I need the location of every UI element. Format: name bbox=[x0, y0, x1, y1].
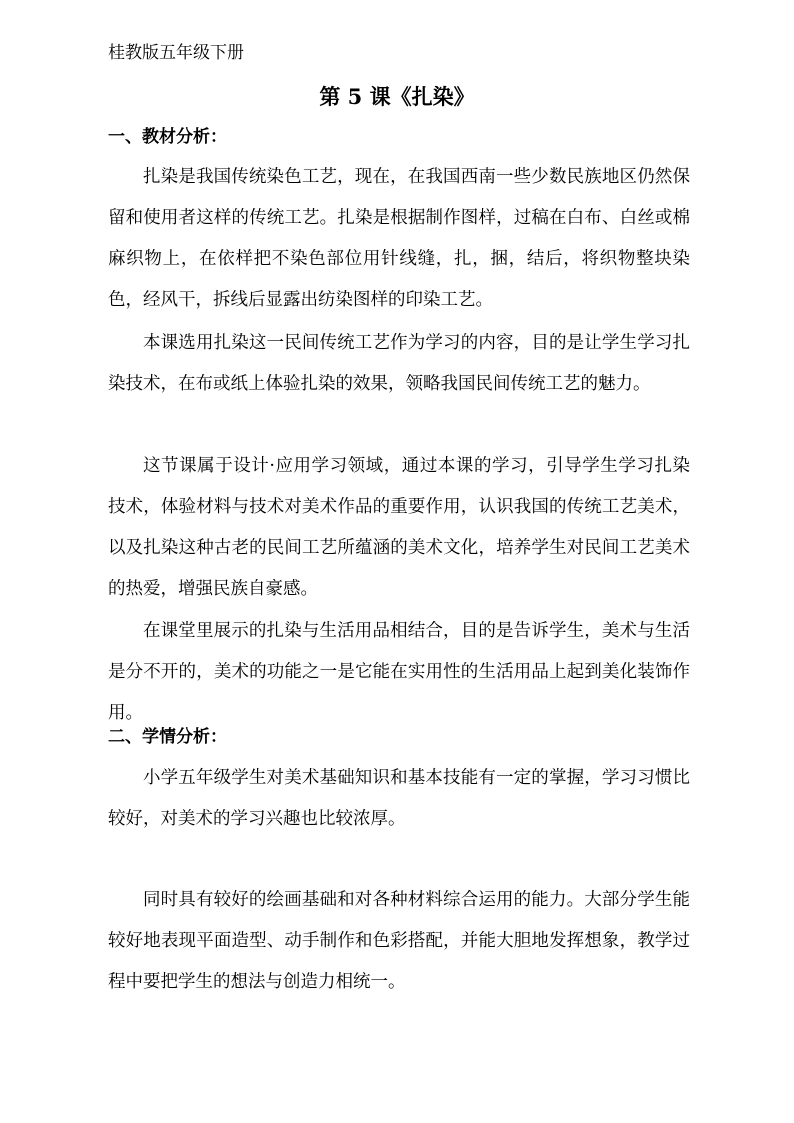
lesson-title: 第 5 课《扎染》 bbox=[319, 84, 475, 109]
paragraph: 扎染是我国传统染色工艺，现在，在我国西南一些少数民族地区仍然保留和使用者这样的传统工艺。扎染是根据制作图样，过稿在白布、白丝或棉麻织物上，在依样把不染色部位用针线缝，扎，捆，结后，将织物整块染色，经风干，拆线后显露出纺染图样的印染工艺。 bbox=[108, 167, 690, 310]
section-heading-textbook-analysis: 一、教材分析： bbox=[108, 127, 227, 147]
paragraph: 在课堂里展示的扎染与生活用品相结合，目的是告诉学生，美术与生活是分不开的，美术的功能之一是它能在实用性的生活用品上起到美化装饰作用。 bbox=[108, 621, 690, 723]
paragraph: 本课选用扎染这一民间传统工艺作为学习的内容，目的是让学生学习扎染技术，在布或纸上体验扎染的效果，领略我国民间传统工艺的魅力。 bbox=[108, 333, 690, 394]
section-heading-student-analysis: 二、学情分析： bbox=[108, 727, 227, 747]
paragraph: 同时具有较好的绘画基础和对各种材料综合运用的能力。大部分学生能较好地表现平面造型、动手制作和色彩搭配，并能大胆地发挥想象，教学过程中要把学生的想法与创造力相统一。 bbox=[108, 890, 690, 992]
header-note: 桂教版五年级下册 bbox=[108, 43, 244, 63]
paragraph: 这节课属于设计·应用学习领域，通过本课的学习，引导学生学习扎染技术，体验材料与技术对美术作品的重要作用，认识我国的传统工艺美术，以及扎染这种古老的民间工艺所蕴涵的美术文化，培养学生对民间工艺美术的热爱，增强民族自豪感。 bbox=[108, 456, 690, 599]
paragraph: 小学五年级学生对美术基础知识和基本技能有一定的掌握，学习习惯比较好，对美术的学习兴趣也比较浓厚。 bbox=[108, 768, 690, 829]
